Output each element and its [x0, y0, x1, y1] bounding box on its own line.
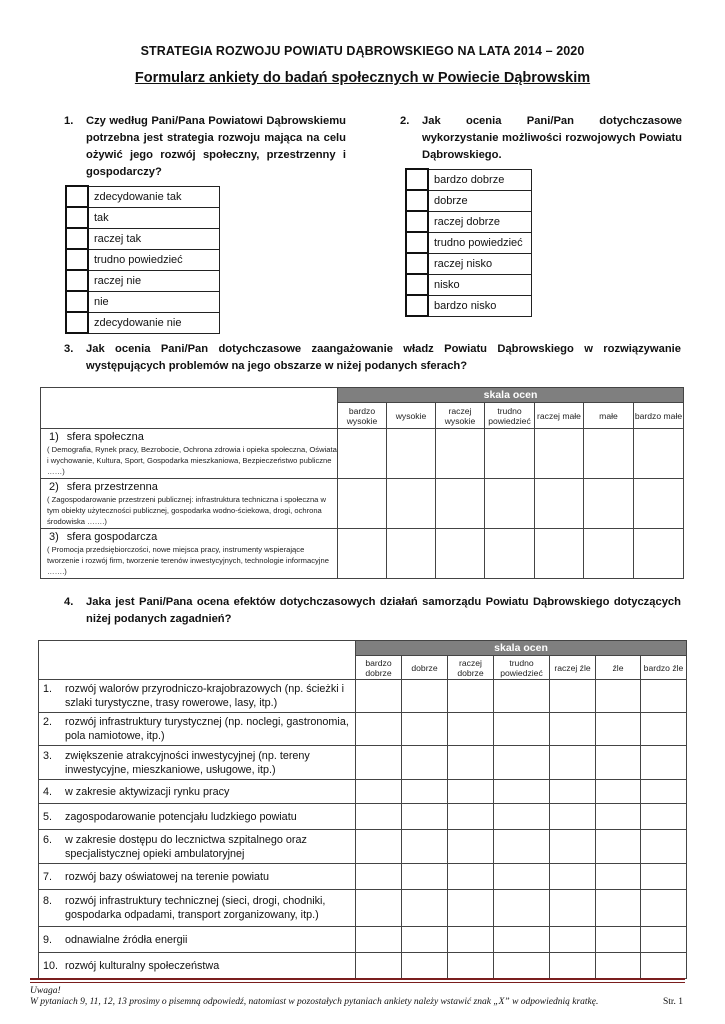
topic-text: rozwój infrastruktury turystycznej (np. noclegi, gastronomia, pola namiotowe, itp.)	[65, 716, 349, 742]
scale-column-header: raczej małe	[535, 403, 584, 429]
rating-cell[interactable]	[387, 429, 436, 479]
topic-row	[39, 780, 687, 804]
rating-cell[interactable]	[485, 479, 535, 529]
question-1-options	[65, 185, 220, 334]
topic-label-cell	[39, 830, 356, 864]
rating-cell[interactable]	[641, 746, 687, 780]
question-3-table	[40, 387, 684, 579]
rating-cell[interactable]	[448, 680, 494, 713]
rating-cell[interactable]	[494, 713, 550, 746]
topic-text: rozwój infrastruktury technicznej (sieci, drogi, chodniki, gospodarka odpadami, transport zorganizowany, itp.)	[65, 895, 326, 921]
answer-checkbox[interactable]	[406, 211, 428, 232]
question-4-number: 4.	[64, 596, 74, 608]
question-3-number: 3.	[64, 343, 74, 355]
rating-cell[interactable]	[356, 953, 402, 979]
rating-cell[interactable]	[402, 864, 448, 890]
option-label: dobrze	[428, 190, 532, 211]
topic-label-cell	[39, 680, 356, 713]
rating-cell[interactable]	[550, 830, 596, 864]
rating-cell[interactable]	[634, 529, 684, 579]
topic-number: 2.	[43, 716, 53, 728]
rating-cell[interactable]	[338, 479, 387, 529]
topic-number: 1.	[43, 683, 53, 695]
rating-cell[interactable]	[436, 429, 485, 479]
rating-cell[interactable]	[550, 746, 596, 780]
sphere-label-cell	[41, 529, 338, 579]
rating-cell[interactable]	[448, 713, 494, 746]
topic-number: 5.	[43, 810, 53, 823]
rating-cell[interactable]	[634, 429, 684, 479]
footer-note-text: W pytaniach 9, 11, 12, 13 prosimy o pisemną odpowiedź, natomiast w pozostałych pytaniach ankiety należy wstawić znak „X” w odpowiednią kratkę.	[30, 997, 599, 1007]
rating-cell[interactable]	[550, 953, 596, 979]
rating-cell[interactable]	[596, 830, 641, 864]
topic-label-cell	[39, 890, 356, 927]
option-row	[66, 249, 220, 270]
rating-cell[interactable]	[402, 890, 448, 927]
rating-cell[interactable]	[356, 713, 402, 746]
question-4-table	[38, 640, 687, 979]
scale-column-header: wysokie	[387, 403, 436, 429]
rating-cell[interactable]	[402, 953, 448, 979]
option-label: tak	[88, 207, 220, 228]
rating-cell[interactable]	[641, 830, 687, 864]
option-label: raczej nie	[88, 270, 220, 291]
option-row	[406, 169, 532, 190]
option-row	[66, 207, 220, 228]
rating-cell[interactable]	[641, 804, 687, 830]
topic-text: w zakresie dostępu do lecznictwa szpitalnego oraz specjalistycznej opieki ambulatoryjnej	[65, 833, 307, 860]
rating-cell[interactable]	[641, 713, 687, 746]
scale-column-header: bardzo małe	[634, 403, 684, 429]
rating-cell[interactable]	[584, 429, 634, 479]
answer-checkbox[interactable]	[406, 274, 428, 295]
rating-cell[interactable]	[596, 890, 641, 927]
sphere-name	[41, 429, 337, 444]
rating-cell[interactable]	[535, 429, 584, 479]
option-label: raczej tak	[88, 228, 220, 249]
sphere-row	[41, 429, 684, 479]
topic-label-cell	[39, 953, 356, 979]
footer-note-title: Uwaga!	[30, 986, 61, 996]
scale-header: skala ocen	[356, 641, 687, 656]
rating-cell[interactable]	[387, 529, 436, 579]
question-3	[64, 341, 681, 375]
sphere-number: 1)	[49, 431, 59, 443]
rating-cell[interactable]	[550, 927, 596, 953]
answer-checkbox[interactable]	[406, 169, 428, 190]
rating-cell[interactable]	[338, 429, 387, 479]
scale-column-header: trudno powiedzieć	[494, 656, 550, 680]
rating-cell[interactable]	[448, 953, 494, 979]
answer-checkbox[interactable]	[406, 253, 428, 274]
rating-cell[interactable]	[494, 680, 550, 713]
rating-cell[interactable]	[485, 429, 535, 479]
rating-cell[interactable]	[596, 927, 641, 953]
scale-column-header: źle	[596, 656, 641, 680]
question-2	[400, 113, 682, 164]
topic-number: 9.	[43, 933, 53, 946]
topic-number: 8.	[43, 895, 53, 907]
scale-column-header: bardzo źle	[641, 656, 687, 680]
option-row	[406, 190, 532, 211]
rating-cell[interactable]	[494, 830, 550, 864]
rating-cell[interactable]	[596, 953, 641, 979]
topic-label-cell	[39, 927, 356, 953]
topic-number: 10.	[43, 959, 59, 972]
rating-cell[interactable]	[550, 680, 596, 713]
rating-cell[interactable]	[550, 780, 596, 804]
rating-cell[interactable]	[356, 804, 402, 830]
scale-column-header: raczej wysokie	[436, 403, 485, 429]
option-label: raczej dobrze	[428, 211, 532, 232]
rating-cell[interactable]	[596, 780, 641, 804]
answer-checkbox[interactable]	[66, 186, 88, 207]
topic-label-cell	[39, 746, 356, 780]
option-label: bardzo nisko	[428, 295, 532, 316]
rating-cell[interactable]	[402, 780, 448, 804]
topic-text: rozwój walorów przyrodniczo-krajobrazowych (np. ścieżki i szlaki turystyczne, trasy rowerowe, lasy, itp.)	[65, 683, 345, 709]
rating-cell[interactable]	[402, 927, 448, 953]
sphere-number: 3)	[49, 531, 59, 543]
rating-cell[interactable]	[634, 479, 684, 529]
topic-text: rozwój kulturalny społeczeństwa	[65, 959, 220, 972]
rating-cell[interactable]	[584, 479, 634, 529]
rating-cell[interactable]	[356, 680, 402, 713]
rating-cell[interactable]	[535, 529, 584, 579]
rating-cell[interactable]	[641, 864, 687, 890]
rating-cell[interactable]	[448, 830, 494, 864]
rating-cell[interactable]	[338, 529, 387, 579]
sphere-title: sfera przestrzenna	[66, 481, 158, 493]
answer-checkbox[interactable]	[66, 249, 88, 270]
scale-column-header: bardzo wysokie	[338, 403, 387, 429]
rating-cell[interactable]	[641, 927, 687, 953]
topic-row	[39, 680, 687, 713]
topic-number: 6.	[43, 833, 53, 846]
rating-cell[interactable]	[356, 864, 402, 890]
topic-row	[39, 890, 687, 927]
rating-cell[interactable]	[494, 864, 550, 890]
document-title: STRATEGIA ROZWOJU POWIATU DĄBROWSKIEGO NA LATA 2014 – 2020	[140, 44, 585, 58]
question-3-corner	[41, 388, 338, 429]
answer-checkbox[interactable]	[66, 228, 88, 249]
footer-divider-thin	[30, 982, 685, 983]
option-label: bardzo dobrze	[428, 169, 532, 190]
rating-cell[interactable]	[436, 479, 485, 529]
rating-cell[interactable]	[402, 830, 448, 864]
question-3-text: Jak ocenia Pani/Pan dotychczasowe zaangażowanie władz Powiatu Dąbrowskiego w rozwiązywanie występujących problemów na jego obszarze w niżej podanych sferach?	[86, 343, 681, 372]
sphere-number: 2)	[49, 481, 59, 493]
topic-row	[39, 713, 687, 746]
rating-cell[interactable]	[494, 927, 550, 953]
sphere-description: ( Promocja przedsiębiorczości, nowe miejsca pracy, instrumenty wspierające tworzenie i rozwój firm, tworzenie terenów inwestycyjnych, technologie informacyjne …….)	[47, 545, 329, 576]
option-label: raczej nisko	[428, 253, 532, 274]
topic-row	[39, 953, 687, 979]
sphere-row	[41, 529, 684, 579]
rating-cell[interactable]	[535, 479, 584, 529]
rating-cell[interactable]	[550, 713, 596, 746]
rating-cell[interactable]	[596, 746, 641, 780]
rating-cell[interactable]	[550, 864, 596, 890]
sphere-name	[41, 479, 337, 494]
option-label: nie	[88, 291, 220, 312]
topic-row	[39, 830, 687, 864]
rating-cell[interactable]	[494, 780, 550, 804]
footer-divider	[30, 978, 685, 980]
question-1	[64, 113, 346, 181]
topic-number: 7.	[43, 870, 53, 883]
rating-cell[interactable]	[596, 713, 641, 746]
sphere-row	[41, 479, 684, 529]
option-row	[406, 274, 532, 295]
scale-column-header: dobrze	[402, 656, 448, 680]
topic-text: zwiększenie atrakcyjności inwestycyjnej (np. tereny inwestycyjne, mieszkaniowe, usługowe, itp.)	[65, 749, 310, 776]
rating-cell[interactable]	[356, 927, 402, 953]
rating-cell[interactable]	[494, 953, 550, 979]
sphere-name	[41, 529, 337, 544]
topic-row	[39, 746, 687, 780]
rating-cell[interactable]	[494, 890, 550, 927]
option-row	[66, 270, 220, 291]
rating-cell[interactable]	[596, 804, 641, 830]
question-2-options	[405, 168, 532, 317]
scale-column-header: raczej źle	[550, 656, 596, 680]
option-row	[66, 186, 220, 207]
option-label: trudno powiedzieć	[88, 249, 220, 270]
option-label: zdecydowanie nie	[88, 312, 220, 333]
rating-cell[interactable]	[641, 890, 687, 927]
scale-header: skala ocen	[338, 388, 684, 403]
page-number: Str. 1	[662, 997, 683, 1007]
rating-cell[interactable]	[402, 804, 448, 830]
topic-text: rozwój bazy oświatowej na terenie powiatu	[65, 870, 270, 883]
topic-label-cell	[39, 713, 356, 746]
topic-number: 4.	[43, 785, 53, 798]
question-2-text: Jak ocenia Pani/Pan dotychczasowe wykorzystanie możliwości rozwojowych Powiatu Dąbrowskiego.	[422, 115, 682, 161]
sphere-title: sfera gospodarcza	[66, 531, 158, 543]
rating-cell[interactable]	[448, 780, 494, 804]
option-row	[406, 295, 532, 316]
topic-text: w zakresie aktywizacji rynku pracy	[65, 785, 230, 798]
rating-cell[interactable]	[356, 830, 402, 864]
topic-text: odnawialne źródła energii	[65, 933, 188, 946]
question-4	[64, 594, 681, 628]
rating-cell[interactable]	[550, 890, 596, 927]
sphere-title: sfera społeczna	[66, 431, 144, 443]
option-row	[406, 211, 532, 232]
question-1-text: Czy według Pani/Pana Powiatowi Dąbrowskiemu potrzebna jest strategia rozwoju mająca na celu ożywić jego rozwój społeczny, przestrzenny i gospodarczy?	[86, 115, 346, 178]
rating-cell[interactable]	[448, 746, 494, 780]
answer-checkbox[interactable]	[406, 295, 428, 316]
topic-row	[39, 804, 687, 830]
scale-column-header: bardzo dobrze	[356, 656, 402, 680]
sphere-description: ( Demografia, Rynek pracy, Bezrobocie, Ochrona zdrowia i opieka społeczna, Oświata i wychowanie, Kultura, Sport, Gospodarka mieszkaniowa, Bezpieczeństwo publiczne ……)	[47, 445, 337, 476]
option-row	[66, 291, 220, 312]
rating-cell[interactable]	[596, 680, 641, 713]
form-subtitle: Formularz ankiety do badań społecznych w Powiecie Dąbrowskim	[134, 70, 591, 86]
rating-cell[interactable]	[402, 680, 448, 713]
question-2-number: 2.	[400, 115, 410, 127]
scale-column-header: małe	[584, 403, 634, 429]
topic-number: 3.	[43, 749, 53, 762]
rating-cell[interactable]	[494, 804, 550, 830]
sphere-label-cell	[41, 429, 338, 479]
rating-cell[interactable]	[641, 953, 687, 979]
option-row	[66, 228, 220, 249]
topic-text: zagospodarowanie potencjału ludzkiego powiatu	[65, 810, 297, 823]
sphere-label-cell	[41, 479, 338, 529]
rating-cell[interactable]	[596, 864, 641, 890]
rating-cell[interactable]	[641, 780, 687, 804]
rating-cell[interactable]	[550, 804, 596, 830]
question-4-text: Jaka jest Pani/Pana ocena efektów dotychczasowych działań samorządu Powiatu Dąbrowskiego dotyczących niżej podanych zagadnień?	[86, 596, 681, 625]
rating-cell[interactable]	[356, 780, 402, 804]
option-label: nisko	[428, 274, 532, 295]
rating-cell[interactable]	[641, 680, 687, 713]
rating-cell[interactable]	[448, 804, 494, 830]
rating-cell[interactable]	[356, 890, 402, 927]
rating-cell[interactable]	[402, 713, 448, 746]
answer-checkbox[interactable]	[406, 190, 428, 211]
rating-cell[interactable]	[436, 529, 485, 579]
option-label: zdecydowanie tak	[88, 186, 220, 207]
sphere-description: ( Zagospodarowanie przestrzeni publicznej: infrastruktura techniczna i społeczna w tym obiekty użyteczności publicznej, gospodarka wodno-ściekowa, drogi, ochrona środowiska …….)	[47, 495, 326, 526]
rating-cell[interactable]	[356, 746, 402, 780]
scale-column-header: raczej dobrze	[448, 656, 494, 680]
topic-row	[39, 864, 687, 890]
option-row	[406, 232, 532, 253]
rating-cell[interactable]	[485, 529, 535, 579]
answer-checkbox[interactable]	[66, 270, 88, 291]
topic-label-cell	[39, 864, 356, 890]
question-4-corner	[39, 641, 356, 680]
answer-checkbox[interactable]	[66, 312, 88, 333]
topic-label-cell	[39, 804, 356, 830]
answer-checkbox[interactable]	[66, 291, 88, 312]
rating-cell[interactable]	[448, 864, 494, 890]
topic-label-cell	[39, 780, 356, 804]
rating-cell[interactable]	[402, 746, 448, 780]
footer-note	[30, 986, 598, 1008]
option-label: trudno powiedzieć	[428, 232, 532, 253]
rating-cell[interactable]	[448, 890, 494, 927]
rating-cell[interactable]	[494, 746, 550, 780]
scale-column-header: trudno powiedzieć	[485, 403, 535, 429]
answer-checkbox[interactable]	[66, 207, 88, 228]
rating-cell[interactable]	[448, 927, 494, 953]
rating-cell[interactable]	[387, 479, 436, 529]
topic-row	[39, 927, 687, 953]
rating-cell[interactable]	[584, 529, 634, 579]
question-1-number: 1.	[64, 115, 74, 127]
option-row	[406, 253, 532, 274]
answer-checkbox[interactable]	[406, 232, 428, 253]
option-row	[66, 312, 220, 333]
